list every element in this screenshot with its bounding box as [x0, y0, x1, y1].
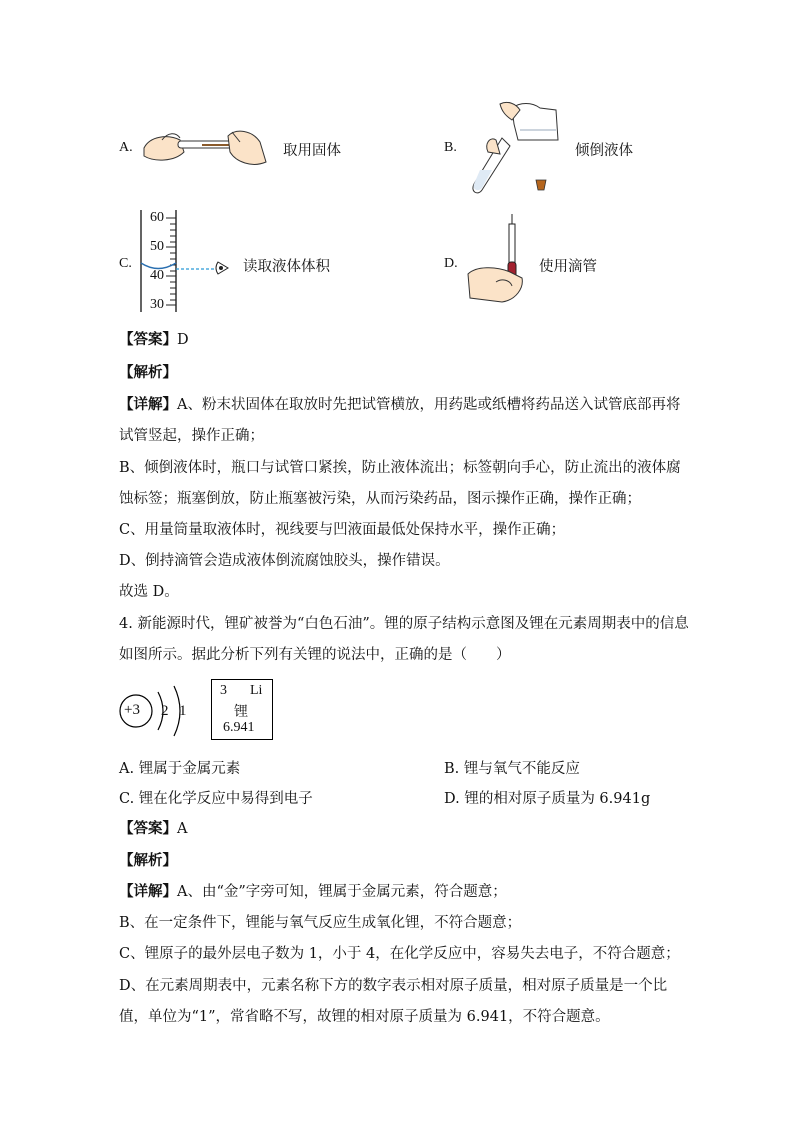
tick-60: 60 [150, 210, 164, 225]
q4-detail-line-1 [119, 882, 507, 902]
atomic-number: 3 [220, 683, 227, 698]
q3-answer-label: 【答案】 [119, 331, 177, 348]
atom-shell-1-count: 2 [161, 703, 169, 719]
q4-answer-line [119, 819, 187, 839]
element-name: 锂 [234, 704, 248, 720]
q4-detail-text-1: A、由“金”字旁可知，锂属于金属元素，符合题意； [177, 884, 507, 900]
tick-50: 50 [150, 239, 164, 254]
q4-option-a: A. 锂属于金属元素 [119, 761, 241, 777]
option-d-caption: 使用滴管 [539, 259, 597, 275]
option-c-letter: C. [119, 256, 132, 271]
tick-40: 40 [150, 268, 164, 283]
q3-answer-line [119, 330, 189, 350]
periodic-table-cell [211, 679, 273, 740]
q3-detail-line-5: C、用量筒量取液体时，视线要与凹液面最低处保持水平，操作正确； [119, 522, 566, 538]
pour-liquid-illustration [460, 100, 565, 195]
option-b-caption: 倾倒液体 [575, 143, 633, 159]
element-symbol: Li [250, 683, 263, 698]
q4-option-b: B. 锂与氧气不能反应 [444, 761, 580, 777]
q4-option-d: D. 锂的相对原子质量为 6.941g [444, 791, 651, 807]
atom-shell-2-count: 1 [179, 703, 187, 719]
q4-answer-label: 【答案】 [119, 820, 177, 837]
option-c-caption: 读取液体体积 [243, 259, 330, 275]
option-a-letter: A. [119, 140, 133, 155]
q4-detail-line-5: 值，单位为“1”，常省略不写，故锂的相对原子质量为 6.941，不符合题意。 [119, 1009, 610, 1025]
q3-detail-line-6: D、倒持滴管会造成液体倒流腐蚀胶头，操作错误。 [119, 553, 450, 569]
q4-detail-label: 【详解】 [119, 883, 177, 900]
option-d-letter: D. [444, 256, 458, 271]
option-a-caption: 取用固体 [283, 143, 341, 159]
q4-stem-line-1: 4. 新能源时代，锂矿被誉为“白色石油”。锂的原子结构示意图及锂在元素周期表中的信息 [119, 616, 689, 632]
q4-answer: A [177, 821, 188, 837]
q4-analysis-label: 【解析】 [119, 852, 177, 869]
take-solid-illustration [140, 122, 270, 170]
q3-conclusion: 故选 D。 [119, 584, 179, 600]
atom-nucleus-charge: +3 [124, 702, 140, 718]
q3-detail-line-1 [119, 395, 680, 415]
q3-analysis-label: 【解析】 [119, 364, 177, 381]
tick-30: 30 [150, 297, 164, 312]
q4-stem-line-2: 如图所示。据此分析下列有关锂的说法中，正确的是（ ） [119, 647, 511, 663]
q3-detail-line-3: B、倾倒液体时，瓶口与试管口紧挨，防止液体流出；标签朝向手心，防止流出的液体腐 [119, 460, 681, 476]
q4-detail-line-3: C、锂原子的最外层电子数为 1，小于 4，在化学反应中，容易失去电子，不符合题意； [119, 946, 680, 962]
q3-detail-label: 【详解】 [119, 396, 177, 413]
option-b-letter: B. [444, 140, 457, 155]
q3-answer: D [177, 332, 189, 348]
q3-detail-line-2: 试管竖起，操作正确； [119, 428, 264, 444]
q3-detail-line-4: 蚀标签；瓶塞倒放，防止瓶塞被污染，从而污染药品，图示操作正确，操作正确； [119, 491, 641, 507]
q3-detail-text-1: A、粉末状固体在取放时先把试管横放，用药匙或纸槽将药品送入试管底部再将 [177, 397, 681, 413]
atomic-mass: 6.941 [223, 720, 255, 735]
dropper-illustration [466, 212, 536, 308]
q4-detail-line-4: D、在元素周期表中，元素名称下方的数字表示相对原子质量，相对原子质量是一个比 [119, 978, 668, 994]
q4-option-c: C. 锂在化学反应中易得到电子 [119, 791, 313, 807]
q4-detail-line-2: B、在一定条件下，锂能与氧气反应生成氧化锂，不符合题意； [119, 915, 522, 931]
